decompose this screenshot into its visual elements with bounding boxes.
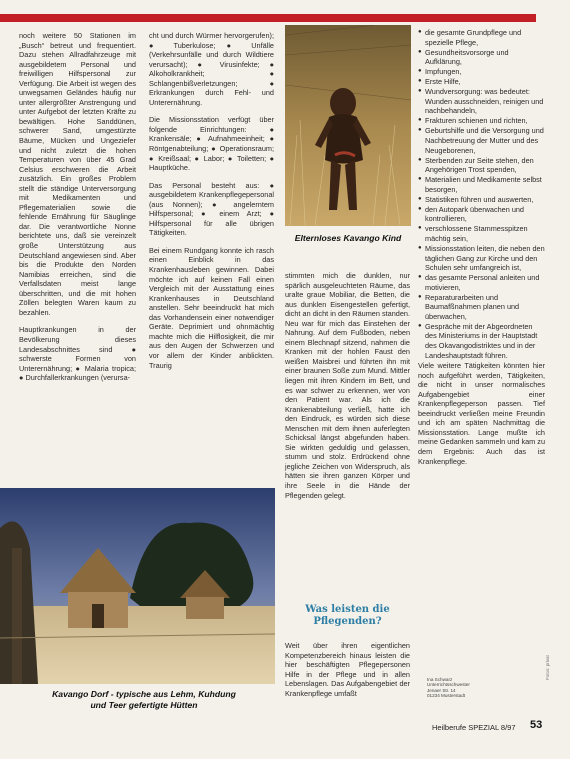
text-column-1 [19,31,136,383]
paragraph: Weit über ihren eigentlichen Kompetenzbereich hinaus leisten die hier beschäftigten Pflegepersonen Hilfe in der Pflege und in allen Lebenslagen. Das Aufgabengebiet der Krankenpflege umfaßt [285,641,410,698]
child-illustration [285,25,411,226]
list-item: ● Impfungen, [418,67,545,77]
paragraph: noch weitere 50 Stationen im „Busch“ betreut und frequentiert. Dazu stehen Allradfahrzeuge mit ausgebildetem Personal und freiwilligen Hilfspersonal zur Verfügung. Die Arbeit ist wegen des unwegsamen Geländes häufig nur unter allergrößter Anstrengung und unter Aufgebot der letzten Kräfte zu bewältigen. Hohe Sanddünen, schwerer Sand, umgestürzte Bäume, Mücken und Ungeziefer und nicht zuletzt die hohen Temperaturen von über 45 Grad Celsius erschweren die Arbeit zusätzlich. Ein großes Problem stellt die ständige Unterversorgung mit Medikamenten und Pflegematerialien sowie die fehlende Ernährung für Säuglinge dar. Die verantwortliche Nonne berichtete uns, daß sie vereinzelt große Unterstützung aus Deutschland angewiesen sind. Aber bis die Produkte den Norden Namibias erreichen, sind die Verfallsdaten meist lange überschritten, und die mit hohen Zöllen belegten Waren kaum zu bezahlen. [19,31,136,317]
text-column-4 [418,28,545,466]
paragraph: stimmten mich die dunklen, nur spärlich ausgeleuchteten Räume, das uralte graue Mobiliar, die Betten, die aus dunklen Eisengestellen gefertigt, dicht an dicht in den Räumen standen. Neu war für mich das Einstehen der Nahrung. Auf dem Fußboden, neben einem Blechnapf sitzend, nahmen die Kranken mit der hohlen Faust den weißen Maisbrei und führten ihn mit einer braunen Soße zum Mund. Mittler liegen mit ihren Kindern im Bett, und es war schwer zu erkennen, wer von den Patient war. Als ich die Krankenabteilung verließ, hatte ich den Eindruck, es würden sich diese Menschen mit dem ihnen auferlegten Schicksal längst abgefunden haben. Sie wirkten geduldig und gelassen, stumm und stolz. Erdrückend ohne jegliche Zeichen von Widerspruch, als hätten sie ihren ganzen Körper und ihre Seele in die Hände der Pflegenden gelegt. [285,271,410,500]
list-item: ● Geburtshilfe und die Versorgung und Nachbetreuung der Mutter und des Neugeborenen, [418,126,545,155]
list-item: ● Statistiken führen und auswerten, [418,195,545,205]
child-photo [285,25,411,226]
list-item: ● das gesamte Personal anleiten und motivieren, [418,273,545,292]
text-column-2 [149,31,274,370]
page-number: 53 [530,719,543,731]
paragraph: Hauptkrankungen in der Bevölkerung dieses Landesabschnittes sind ● schwerste Formen von Unterernährung; ● Malaria tropica; ● Durchfallerkrankungen (verursa- [19,325,137,383]
author-address: Ina Schwarz Unterrichtsschwester Jenaer Str. 14 01234 Musterstadt [427,677,470,699]
list-item: ● Gespräche mit der Abgeordneten des Ministeriums in der Hauptstadt des Okavangodistriktes und in der Landeshauptstadt führen. [418,322,545,360]
village-photo-caption: Kavango Dorf - typische aus Lehm, Kuhdung und Teer gefertigte Hütten [52,689,236,710]
top-rule [0,14,536,22]
list-item: ● den Autopark überwachen und kontrollieren, [418,205,545,224]
paragraph: Das Personal besteht aus: ● ausgebildetem Krankenpflegepersonal (aus Nonnen); ● angelerntem Hilfspersonal; ● einem Arzt; ● Hilfspersonal für alle übrigen Tätigkeiten. [149,180,274,238]
child-photo-caption: Elternloses Kavango Kind [294,233,402,243]
paragraph: Die Missionsstation verfügt über folgende Einrichtungen: ● Krankensäle; ● Aufnahmeeinheit; ● Röntgenabteilung; ● Operationsraum; ● Kreißsaal; ● Labor; ● Toiletten; ● Hauptküche. [149,115,275,173]
paragraph: Bei einem Rundgang konnte ich rasch einen Einblick in das Krankenhausleben gewinnen. Dabei möchte ich auf keinen Fall einen Vergleich mit der Ausstattung eines Krankenhauses in Deutschland anstellen. Sehr beeindruckt hat mich das Vorhandensein einer notwendiger Geräte. Deprimiert und ohnmächtig machte mich die Hilflosigkeit, die mir aus den Augen der Schwerzen und vor allem der Kinder anblickten. Traurig [149,245,274,370]
list-item: ● Wundversorgung: was bedeutet: Wunden ausschneiden, reinigen und nachbehandeln, [418,87,545,116]
list-item: ● Sterbenden zur Seite stehen, den Angehörigen Trost spenden, [418,156,545,175]
list-item: ● Erste Hilfe, [418,77,545,87]
list-item: ● Gesundheitsvorsorge und Aufklärung, [418,48,545,67]
list-item: ● verschlossene Stammesspitzen mächtig sein, [418,224,545,243]
section-heading: Was leisten die Pflegenden? [305,604,390,627]
list-item: ● Materialien und Medikamente selbst besorgen, [418,175,545,194]
village-illustration [0,488,275,684]
photo-credit: Fotos: privat [545,655,550,680]
list-item: ● die gesamte Grundpflege und spezielle Pflege, [418,28,545,47]
paragraph: cht und durch Würmer hervorgerufen); ● Tuberkulose; ● Unfälle (Verkehrsunfälle und durch Wildtiere verursacht); ● Virusinfekte; ● Alkoholkrankheit; ● Schlangenbißverletzungen; ● Erkrankungen durch Fehl- und Unterernährung. [149,31,275,107]
paragraph: Viele weitere Tätigkeiten könnten hier noch aufgeführt werden, Tätigkeiten, die nicht in unser normalisches Aufgabengebiet einer Krankenpflegeperson passen. Tief beeindruckt verließen meine Freundin und ich am späten Nachmittag die Missionsstation. Lange mußte ich meine Gedanken sammeln und kam zu dem Ergebnis: Auch das ist Krankenpflege. [418,361,545,466]
list-item: ● Missionsstation leiten, die neben den täglichen Gang zur Kirche und den Schulen sehr umfangreich ist, [418,244,545,273]
list-item: ● Frakturen schienen und richten, [418,116,545,126]
text-column-3 [285,271,410,500]
bullet-run: ● schwerste Formen von Unterernährung; ● Malaria tropica; ● Durchfallerkrankungen (verursa- [19,344,137,383]
publication-folio: Heilberufe SPEZIAL 8/97 [432,723,516,732]
village-photo [0,488,275,684]
list-item: ● Reparaturarbeiten und Baumafßnahmen planen und überwachen, [418,293,545,322]
